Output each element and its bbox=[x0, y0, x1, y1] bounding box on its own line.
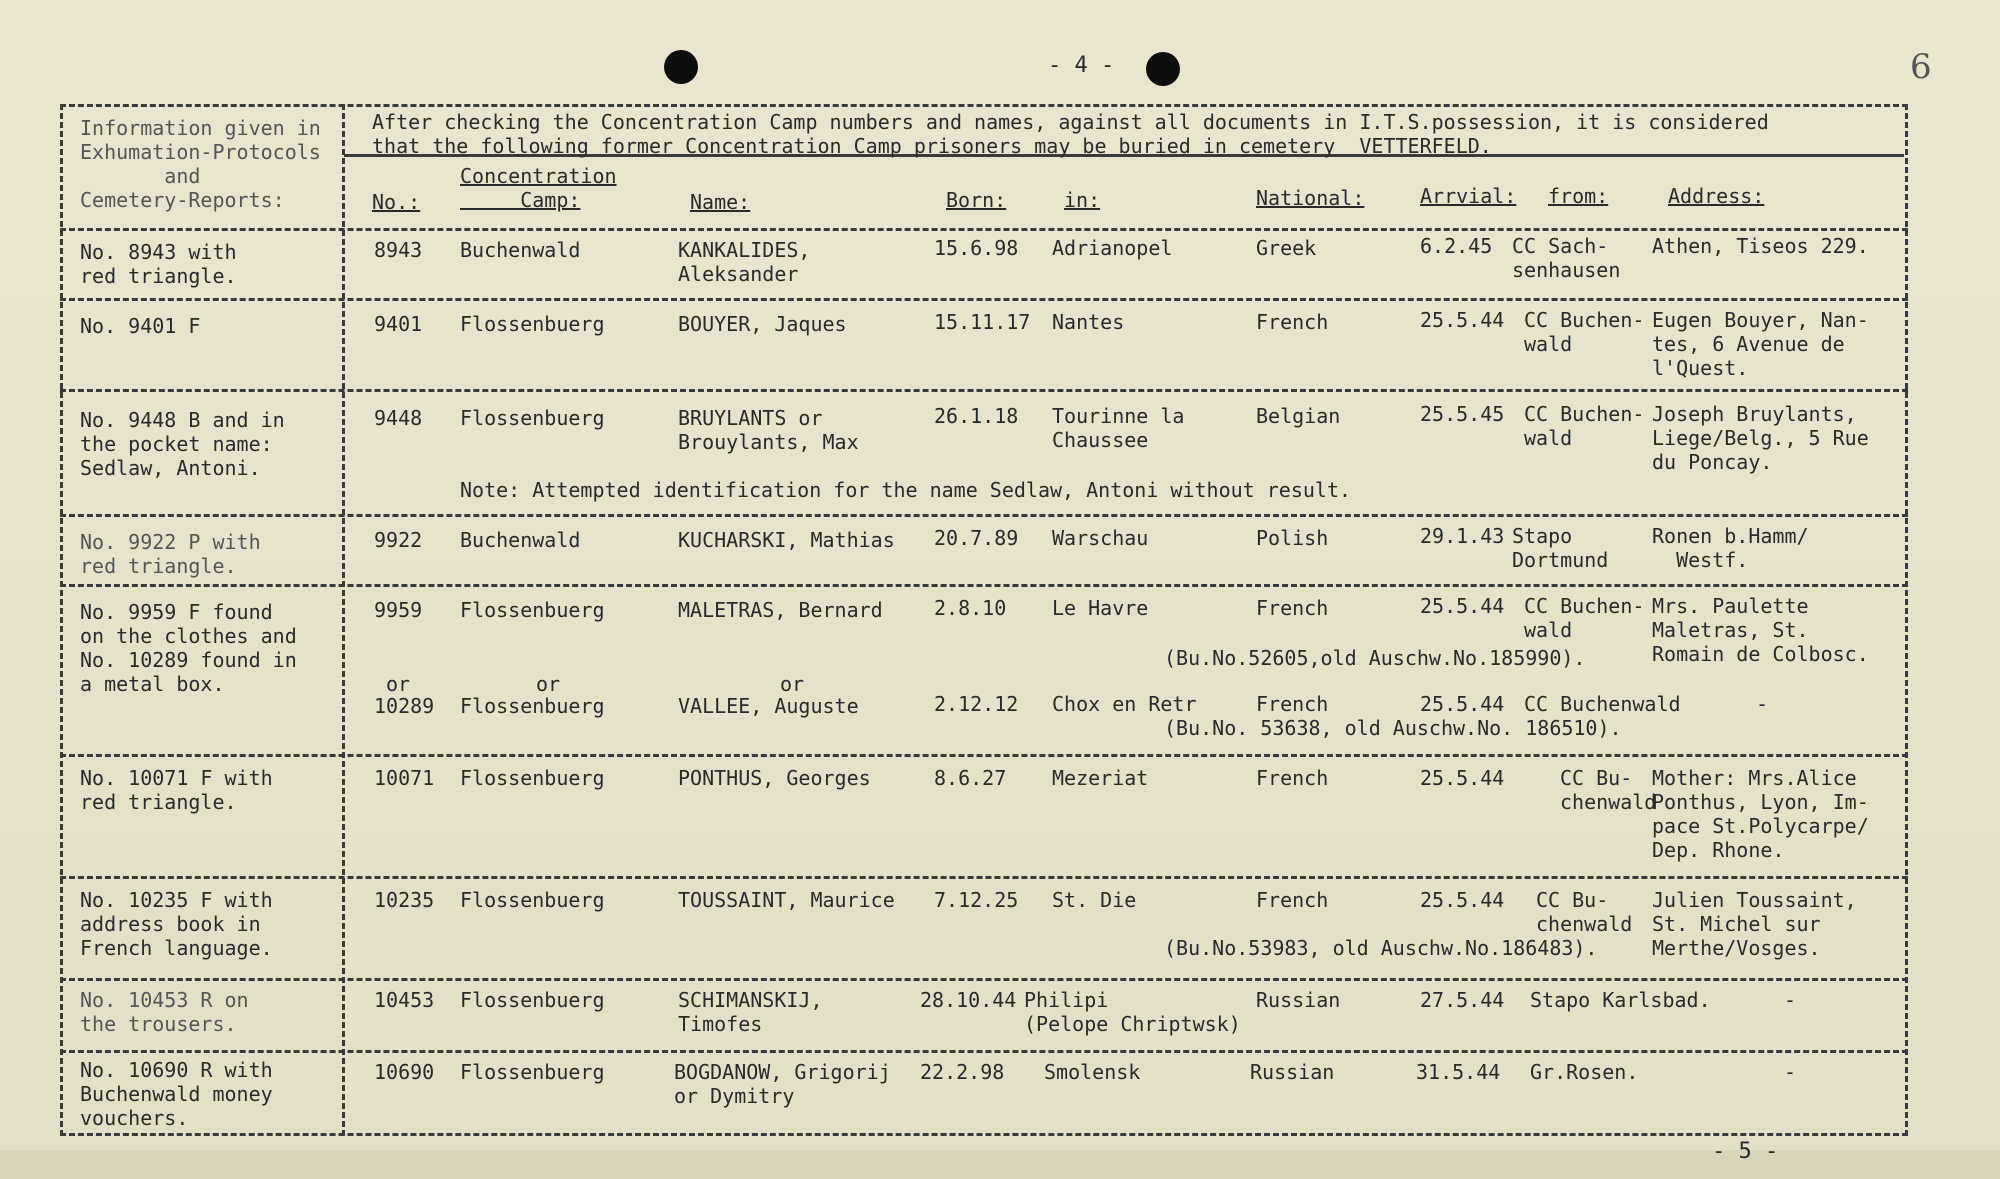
row-or-label: or bbox=[386, 672, 411, 696]
row-address: Julien Toussaint, St. Michel sur Merthe/Vosges. bbox=[1652, 888, 1857, 960]
row-info: No. 9922 P with red triangle. bbox=[80, 530, 261, 578]
row-national-alt: French bbox=[1256, 692, 1329, 716]
footer-page-number: - 5 - bbox=[1712, 1139, 1779, 1164]
row-or-label: or bbox=[536, 672, 561, 696]
col-header-camp: Concentration Camp: bbox=[460, 164, 617, 212]
row-camp: Flossenbuerg bbox=[460, 888, 605, 912]
row-divider bbox=[60, 298, 1908, 301]
row-from: Stapo Dortmund bbox=[1512, 524, 1609, 572]
row-from: CC Buchen- wald bbox=[1524, 402, 1645, 450]
row-address: Mother: Mrs.Alice Ponthus, Lyon, Im- pace St.Polycarpe/ Dep. Rhone. bbox=[1652, 766, 1869, 862]
row-camp-alt: Flossenbuerg bbox=[460, 694, 605, 718]
row-born: 8.6.27 bbox=[934, 766, 1007, 790]
row-birthplace: Adrianopel bbox=[1052, 236, 1173, 260]
row-born: 26.1.18 bbox=[934, 404, 1019, 428]
row-no: 10235 bbox=[374, 888, 435, 912]
row-no: 9448 bbox=[374, 406, 423, 430]
row-divider bbox=[60, 876, 1908, 879]
row-camp: Flossenbuerg bbox=[460, 1060, 605, 1084]
row-national: French bbox=[1256, 888, 1329, 912]
scan-bottom-strip bbox=[0, 1150, 2000, 1179]
row-born: 15.11.17 bbox=[934, 310, 1031, 334]
row-divider bbox=[60, 1050, 1908, 1053]
row-from: CC Bu- chenwald bbox=[1560, 766, 1657, 814]
row-arrival: 25.5.44 bbox=[1420, 766, 1505, 790]
row-born: 20.7.89 bbox=[934, 526, 1019, 550]
row-birthplace: Mezeriat bbox=[1052, 766, 1149, 790]
col-header-name: Name: bbox=[690, 190, 751, 214]
row-name: MALETRAS, Bernard bbox=[678, 598, 883, 622]
row-no: 10690 bbox=[374, 1060, 435, 1084]
row-or-label: or bbox=[780, 672, 805, 696]
row-no: 10071 bbox=[374, 766, 435, 790]
row-prisoner-numbers-alt: (Bu.No. 53638, old Auschw.No. 186510). bbox=[1164, 716, 1622, 740]
row-from: CC Buchen- wald bbox=[1524, 308, 1645, 356]
row-national: Belgian bbox=[1256, 404, 1341, 428]
row-address: Ronen b.Hamm/ Westf. bbox=[1652, 524, 1809, 572]
col-header-from: from: bbox=[1548, 184, 1609, 208]
row-divider bbox=[60, 389, 1908, 392]
col-header-born: Born: bbox=[946, 188, 1007, 212]
row-info: No. 9401 F bbox=[80, 314, 201, 338]
corner-page-number: 6 bbox=[1910, 47, 1932, 87]
row-camp: Buchenwald bbox=[460, 528, 581, 552]
row-birthplace: Warschau bbox=[1052, 526, 1149, 550]
row-name: BOUYER, Jaques bbox=[678, 312, 847, 336]
row-born: 15.6.98 bbox=[934, 236, 1019, 260]
row-name-alt: VALLEE, Auguste bbox=[678, 694, 859, 718]
row-from: CC Sach- senhausen bbox=[1512, 234, 1621, 282]
row-address: Joseph Bruylants, Liege/Belg., 5 Rue du Poncay. bbox=[1652, 402, 1869, 474]
row-birthplace: Philipi (Pelope Chriptwsk) bbox=[1024, 988, 1241, 1036]
row-arrival: 25.5.45 bbox=[1420, 402, 1505, 426]
col-header-address: Address: bbox=[1668, 184, 1765, 208]
row-arrival: 29.1.43 bbox=[1420, 524, 1505, 548]
row-national: French bbox=[1256, 766, 1329, 790]
row-info: No. 9959 F found on the clothes and No. 10289 found in a metal box. bbox=[80, 600, 297, 696]
row-info: No. 10071 F with red triangle. bbox=[80, 766, 273, 814]
row-from: Gr.Rosen. bbox=[1530, 1060, 1639, 1084]
row-born: 22.2.98 bbox=[920, 1060, 1005, 1084]
row-prisoner-numbers: (Bu.No.52605,old Auschw.No.185990). bbox=[1164, 646, 1586, 670]
row-divider bbox=[60, 584, 1908, 587]
row-birthplace: Smolensk bbox=[1044, 1060, 1141, 1084]
row-camp: Buchenwald bbox=[460, 238, 581, 262]
row-info: No. 10235 F with address book in French language. bbox=[80, 888, 273, 960]
row-info: No. 9448 B and in the pocket name: Sedlaw, Antoni. bbox=[80, 408, 285, 480]
row-arrival: 31.5.44 bbox=[1416, 1060, 1501, 1084]
row-born: 28.10.44 bbox=[920, 988, 1017, 1012]
row-name: KANKALIDES, Aleksander bbox=[678, 238, 811, 286]
row-birthplace: Nantes bbox=[1052, 310, 1125, 334]
row-address: Mrs. Paulette Maletras, St. Romain de Colbosc. bbox=[1652, 594, 1869, 666]
row-no: 9959 bbox=[374, 598, 423, 622]
row-no: 9922 bbox=[374, 528, 423, 552]
row-no-alt: 10289 bbox=[374, 694, 435, 718]
col-header-no: No.: bbox=[372, 190, 421, 214]
row-note: Note: Attempted identification for the name Sedlaw, Antoni without result. bbox=[460, 478, 1352, 502]
col-header-in: in: bbox=[1064, 188, 1101, 212]
row-no: 9401 bbox=[374, 312, 423, 336]
row-national: French bbox=[1256, 596, 1329, 620]
row-from: CC Buchen- wald bbox=[1524, 594, 1645, 642]
row-arrival-alt: 25.5.44 bbox=[1420, 692, 1505, 716]
row-from: Stapo Karlsbad. bbox=[1530, 988, 1711, 1012]
row-national: Greek bbox=[1256, 236, 1317, 260]
row-name: TOUSSAINT, Maurice bbox=[678, 888, 895, 912]
intro-line-2: that the following former Concentration Camp prisoners may be buried in cemetery VETTERFELD. bbox=[372, 134, 1492, 158]
row-address-alt: - bbox=[1756, 692, 1769, 716]
row-birthplace: Tourinne la Chaussee bbox=[1052, 404, 1185, 452]
row-address: Eugen Bouyer, Nan- tes, 6 Avenue de l'Quest. bbox=[1652, 308, 1869, 380]
col-header-national: National: bbox=[1256, 186, 1365, 210]
row-name: SCHIMANSKIJ, Timofes bbox=[678, 988, 823, 1036]
row-camp: Flossenbuerg bbox=[460, 988, 605, 1012]
row-arrival: 25.5.44 bbox=[1420, 888, 1505, 912]
info-column-header: Information given in Exhumation-Protocols and Cemetery-Reports: bbox=[80, 116, 321, 212]
row-name: PONTHUS, Georges bbox=[678, 766, 871, 790]
row-divider bbox=[60, 514, 1908, 517]
row-camp: Flossenbuerg bbox=[460, 312, 605, 336]
punch-hole-left bbox=[664, 50, 698, 84]
punch-hole-right bbox=[1146, 52, 1180, 86]
row-camp: Flossenbuerg bbox=[460, 406, 605, 430]
row-national: Russian bbox=[1256, 988, 1341, 1012]
col-header-arrival: Arrvial: bbox=[1420, 184, 1517, 208]
row-divider bbox=[60, 978, 1908, 981]
row-name: KUCHARSKI, Mathias bbox=[678, 528, 895, 552]
row-divider bbox=[60, 228, 1908, 231]
row-camp: Flossenbuerg bbox=[460, 598, 605, 622]
row-info: No. 8943 with red triangle. bbox=[80, 240, 237, 288]
row-arrival: 25.5.44 bbox=[1420, 594, 1505, 618]
row-address: - bbox=[1784, 988, 1797, 1012]
row-national: Russian bbox=[1250, 1060, 1335, 1084]
row-no: 8943 bbox=[374, 238, 423, 262]
column-divider bbox=[342, 104, 345, 1136]
row-address: Athen, Tiseos 229. bbox=[1652, 234, 1869, 258]
row-arrival: 25.5.44 bbox=[1420, 308, 1505, 332]
intro-line-1: After checking the Concentration Camp numbers and names, against all documents in I.T.S.possession, it is considered bbox=[372, 110, 1769, 134]
page-number: - 4 - bbox=[1048, 53, 1115, 78]
row-from-alt: CC Buchenwald bbox=[1524, 692, 1681, 716]
row-camp: Flossenbuerg bbox=[460, 766, 605, 790]
row-national: Polish bbox=[1256, 526, 1329, 550]
row-address: - bbox=[1784, 1060, 1797, 1084]
row-national: French bbox=[1256, 310, 1329, 334]
row-born: 2.8.10 bbox=[934, 596, 1007, 620]
row-arrival: 6.2.45 bbox=[1420, 234, 1493, 258]
row-name: BRUYLANTS or Brouylants, Max bbox=[678, 406, 859, 454]
row-info: No. 10453 R on the trousers. bbox=[80, 988, 249, 1036]
row-birthplace-alt: Chox en Retr bbox=[1052, 692, 1197, 716]
row-name: BOGDANOW, Grigorij or Dymitry bbox=[674, 1060, 891, 1108]
row-no: 10453 bbox=[374, 988, 435, 1012]
row-arrival: 27.5.44 bbox=[1420, 988, 1505, 1012]
row-prisoner-numbers: (Bu.No.53983, old Auschw.No.186483). bbox=[1164, 936, 1598, 960]
row-birthplace: Le Havre bbox=[1052, 596, 1149, 620]
row-from: CC Bu- chenwald bbox=[1536, 888, 1633, 936]
row-info: No. 10690 R with Buchenwald money vouchers. bbox=[80, 1058, 273, 1130]
row-birthplace: St. Die bbox=[1052, 888, 1137, 912]
row-divider bbox=[60, 754, 1908, 757]
row-born: 7.12.25 bbox=[934, 888, 1019, 912]
row-born-alt: 2.12.12 bbox=[934, 692, 1019, 716]
